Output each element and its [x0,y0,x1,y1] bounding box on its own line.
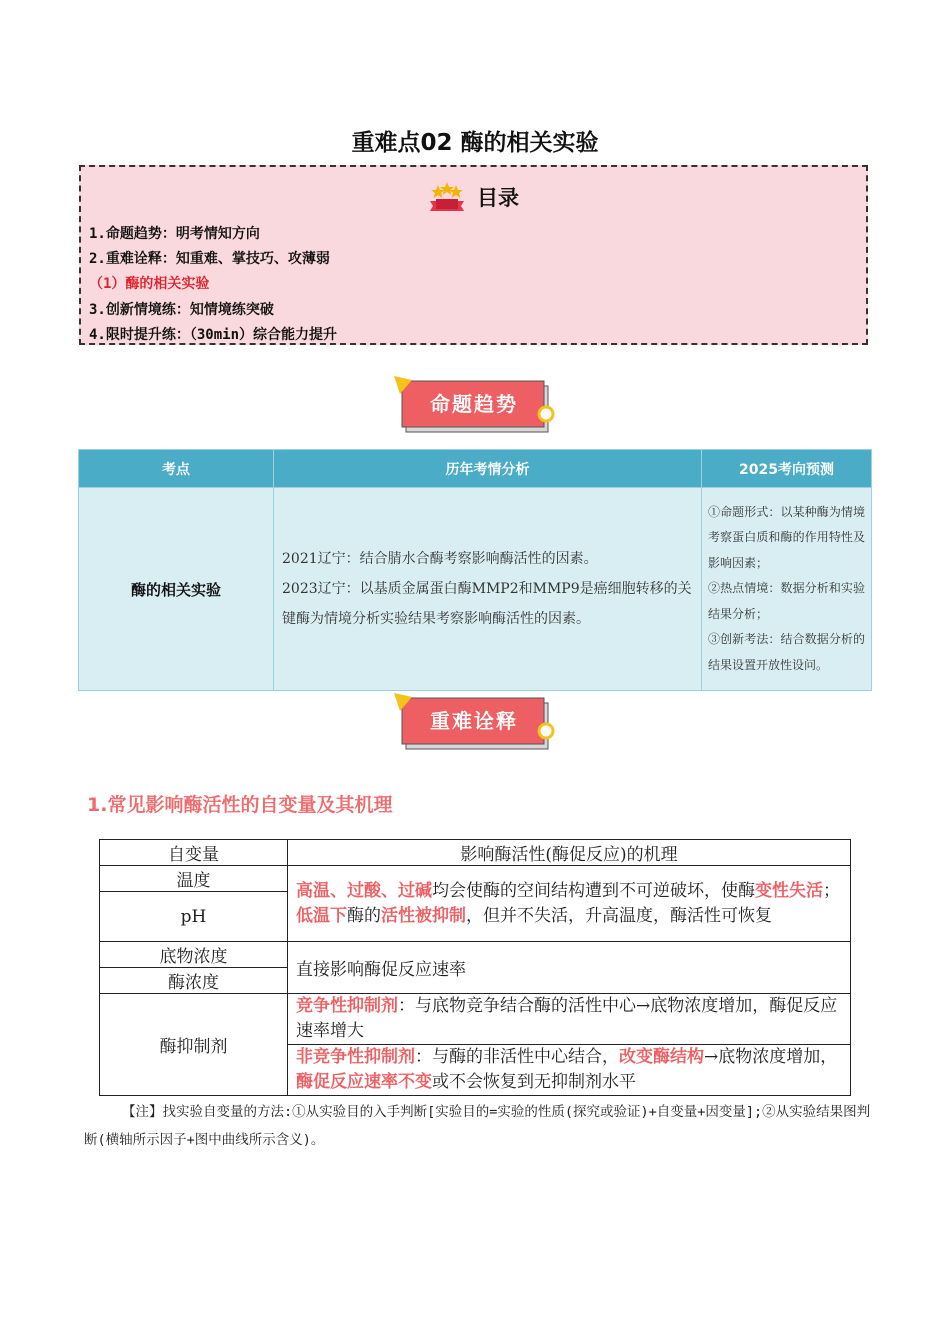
prediction-innovate: ③创新考法：结合数据分析的结果设置开放性设问。 [708,632,865,672]
explain-banner [392,693,562,755]
noncompetitive-mechanism [288,1045,851,1096]
toc-item-explain[interactable]: 2.重难诠释：知重难、掌技巧、攻薄弱 [89,251,330,267]
highlight-text: 低温下 [296,905,347,926]
var-substrate: 底物浓度 [100,942,288,968]
highlight-text: 变性失活 [755,880,823,901]
trend-banner [392,376,562,438]
highlight-text: 高温、过酸、过碱 [296,880,432,901]
page-title: 重难点02 酶的相关实验 [351,130,599,156]
body-text: 或不会恢复到无抑制剂水平 [432,1072,636,1092]
body-text: 均会使酶的空间结构遭到不可逆破坏，使酶 [432,880,755,901]
analysis-2021: 2021辽宁：结合腈水合酶考察影响酶活性的因素。 [282,551,598,567]
highlight-text: 竞争性抑制剂 [296,996,398,1016]
body-text: →底物浓度增加， [704,1047,838,1067]
trend-prediction-cell [702,488,872,691]
body-text: 酶的 [347,905,381,926]
highlight-text: 非竞争性抑制剂 [296,1047,415,1067]
mech-col-mechanism: 影响酶活性(酶促反应)的机理 [288,840,851,866]
competitive-mechanism [288,994,851,1045]
trend-point-cell: 酶的相关实验 [79,488,274,691]
trend-table [78,449,872,691]
highlight-text: 改变酶结构 [619,1047,704,1067]
conc-mechanism: 直接影响酶促反应速率 [288,942,851,994]
var-temperature: 温度 [100,866,288,892]
toc-item-enzyme-experiment[interactable]: （1）酶的相关实验 [89,276,210,292]
mechanism-table [99,839,851,1096]
body-text: ； [823,880,840,901]
trend-col-point: 考点 [79,450,274,488]
highlight-text: 活性被抑制 [381,905,466,926]
toc-title: 目录 [477,186,520,210]
prediction-hot: ②热点情境：数据分析和实验结果分析； [708,581,865,621]
trend-analysis-cell [274,488,702,691]
toc-item-scenario[interactable]: 3.创新情境练：知情境练突破 [89,302,274,318]
temp-ph-mechanism [288,866,851,942]
body-text: ：与酶的非活性中心结合， [415,1047,619,1067]
prediction-form: ①命题形式：以某种酶为情境考察蛋白质和酶的作用特性及影响因素； [708,504,865,570]
toc-item-trend[interactable]: 1.命题趋势：明考情知方向 [89,226,260,242]
toc-item-timed[interactable]: 4.限时提升练：（30min）综合能力提升 [89,327,338,343]
var-enzyme-conc: 酶浓度 [100,968,288,994]
trend-col-analysis: 历年考情分析 [274,450,702,488]
analysis-2023: 2023辽宁：以基质金属蛋白酶MMP2和MMP9是癌细胞转移的关键酶为情境分析实验结果考察影响酶活性的因素。 [282,581,692,627]
trend-col-prediction: 2025考向预测 [702,450,872,488]
trend-banner-label: 命题趋势 [430,392,518,416]
table-of-contents [79,165,868,345]
var-inhibitor: 酶抑制剂 [100,994,288,1096]
section-heading: 1.常见影响酶活性的自变量及其机理 [87,794,393,816]
highlight-text: 酶促反应速率不变 [296,1072,432,1092]
var-ph: pH [100,892,288,942]
note: 【注】找实验自变量的方法:①从实验目的入手判断[实验目的=实验的性质(探究或验证)+自变量+因变量];②从实验结果图判断(横轴所示因子+图中曲线所示含义)。 [84,1104,871,1148]
toc-heading [81,181,866,213]
mech-col-variable: 自变量 [100,840,288,866]
body-text: ：与底物竞争结合酶的活性中心→底物浓度增加，酶促反应速率增大 [296,996,838,1041]
ribbon-stars-icon [428,181,466,213]
body-text: ，但并不失活，升高温度，酶活性可恢复 [466,905,772,926]
explain-banner-label: 重难诠释 [430,709,518,733]
